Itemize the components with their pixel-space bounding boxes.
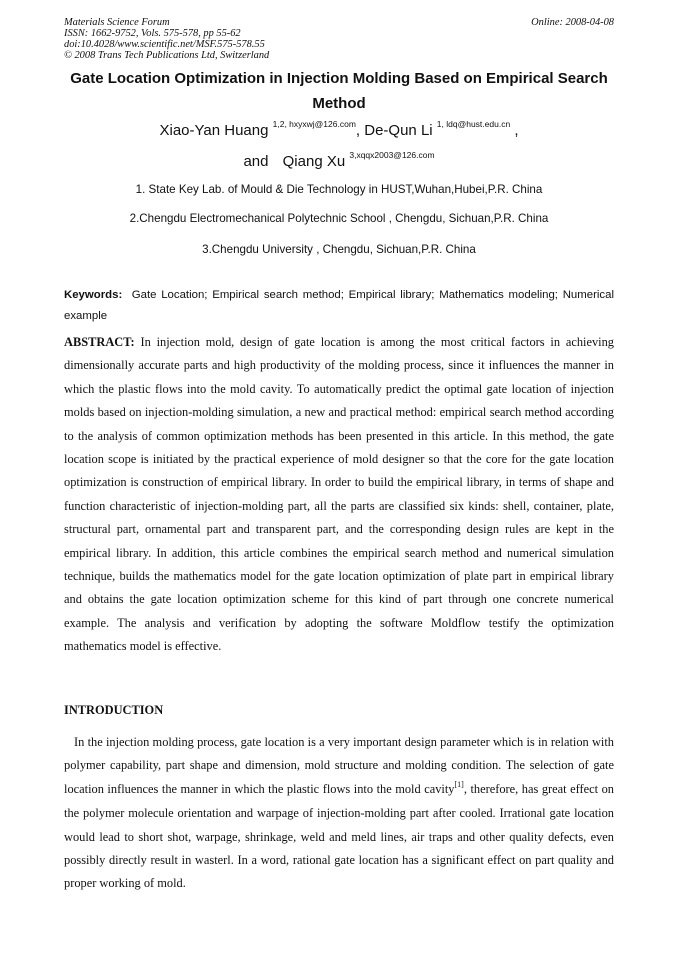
author-separator: , (514, 122, 519, 139)
author-name: Xiao-Yan Huang (159, 122, 269, 139)
abstract-paragraph (64, 331, 614, 659)
abstract-label: ABSTRACT: (64, 335, 135, 349)
introduction-paragraph (64, 731, 614, 896)
affiliation-2: 2.Chengdu Electromechanical Polytechnic School , Chengdu, Sichuan,P.R. China (129, 212, 549, 225)
keywords-text: Gate Location; Empirical search method; Empirical library; Mathematics modeling; Numerical example (64, 289, 614, 322)
section-heading-introduction: INTRODUCTION (64, 703, 164, 717)
keywords-paragraph (64, 285, 614, 327)
keywords-label: Keywords: (64, 289, 123, 301)
author-line-1 (64, 116, 614, 147)
author-conjunction: and (243, 153, 269, 170)
abstract-text: In injection mold, design of gate location is among the most critical factors in achieving dimensionally accurate parts and high productivity of the molding process, since it influences the manner in which the plastic flows into the mold cavity. To automatically predict the optimal gate location of injection molds based on injection-molding simulation, a new and practical method: empirical search method according to the analysis of common optimization methods has been presented in this article. In this method, the gate location scope is initiated by the practical experience of mold designer so that the core for the gate location optimization is construction of empirical library. In order to build the empirical library, in terms of shape and function characteristic of injection-molding part, all the parts are classified six kinds: shell, container, plate, structural part, ornamental part and transparent part, and the corresponding design rules are kept in the empirical library. In addition, this article combines the empirical search method and numerical simulation technique, builds the mathematics model for the gate location optimization of plate part in empirical library and obtains the gate location optimization scheme for this kind of part through one concrete numerical example. The analysis and verification by adopting the software Moldflow testify the optimization mathematics model is effective. (64, 335, 614, 654)
intro-text-part-1: In the injection molding process, gate location is a very important design parameter which is in relation with polymer capability, part shape and dimension, mold structure and molding condition. The selection of gate location influences the manner in which the plastic flows into the mold cavity (64, 735, 614, 796)
author-name: De-Qun Li (364, 122, 433, 139)
author-affiliation-email: 1, ldq@hust.edu.cn (436, 119, 511, 129)
intro-text-part-2: , therefore, has great effect on the polymer molecule orientation and warpage of injection-molding part after cooled. Irrational gate location would lead to short shot, warpage, shrinkage, weld and meld lines, air traps and other quality defects, even possibly directly result in wasterl. In a word, rational gate location has a significant effect on part quality and proper working of mold. (64, 781, 614, 891)
paper-title: Gate Location Optimization in Injection Molding Based on Empirical Search Method (70, 70, 608, 112)
publication-header (64, 17, 614, 61)
author-name: Qiang Xu (282, 153, 346, 170)
doi-line: doi:10.4028/www.scientific.net/MSF.575-578.55 (64, 39, 265, 50)
online-date: Online: 2008-04-08 (531, 17, 614, 28)
issn-line: ISSN: 1662-9752, Vols. 575-578, pp 55-62 (64, 28, 241, 39)
author-affiliation-email: 3,xqqx2003@126.com (349, 150, 435, 160)
affiliation-3: 3.Chengdu University , Chengdu, Sichuan,P.R. China (202, 243, 476, 256)
journal-name: Materials Science Forum (64, 17, 170, 28)
author-affiliation-email: 1,2, hxyxwj@126.com (272, 119, 356, 129)
author-block (64, 116, 614, 178)
copyright-line: © 2008 Trans Tech Publications Ltd, Switzerland (64, 50, 270, 61)
author-separator: , (355, 122, 361, 139)
author-line-2 (64, 147, 614, 178)
citation-reference: [1] (454, 779, 464, 789)
affiliation-1: 1. State Key Lab. of Mould & Die Technology in HUST,Wuhan,Hubei,P.R. China (135, 183, 543, 196)
